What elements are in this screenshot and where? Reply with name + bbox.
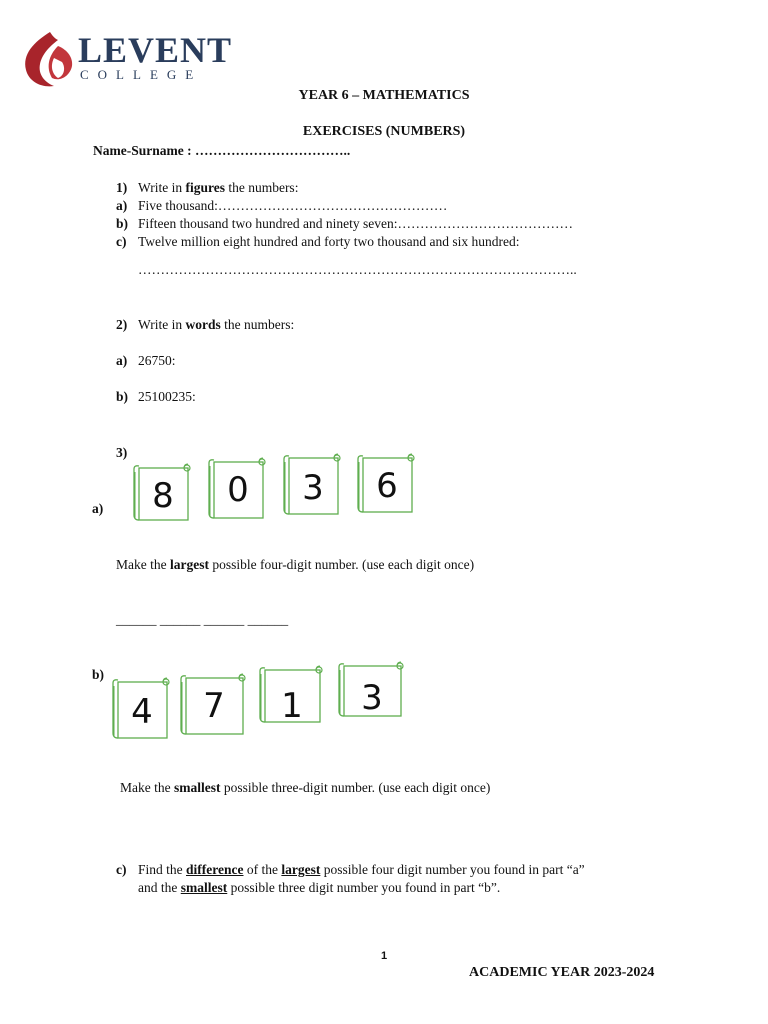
- q3c-line2: [138, 880, 500, 896]
- q3a-instruction: [116, 557, 474, 573]
- q1a-text: Five thousand:……………………………………………: [138, 198, 448, 213]
- q2a: [116, 353, 176, 369]
- academic-year: ACADEMIC YEAR 2023-2024: [469, 965, 655, 980]
- q1c-text: Twelve million eight hundred and forty two thousand and six hundred:: [138, 234, 520, 249]
- q3b-letter: b): [92, 667, 105, 682]
- logo-wordmark: LEVENT: [78, 30, 233, 70]
- q3b-digit-4: 3: [361, 678, 383, 718]
- name-label: Name-Surname :: [93, 143, 192, 158]
- q3b-digit-3: 1: [281, 686, 303, 726]
- q2-number: 2): [116, 317, 128, 332]
- q3a-card-2: [207, 456, 269, 526]
- q3a-digit-4: 6: [376, 466, 398, 506]
- q3a-instr-pre: Make the: [116, 557, 170, 572]
- q3c-line1: [116, 862, 585, 878]
- q3b-digit-2: 7: [203, 686, 225, 726]
- q3c-line1-pre: Find the: [138, 862, 187, 877]
- q1-intro: [116, 180, 298, 196]
- q1c-letter: c): [116, 234, 127, 249]
- q3c-difference-word: difference: [186, 862, 244, 877]
- logo-subtitle: COLLEGE: [80, 67, 203, 82]
- q3a-digit-3: 3: [302, 468, 324, 508]
- q1b: [116, 216, 573, 232]
- q3a-digit-1: 8: [152, 476, 174, 516]
- q3a-digit-2: 0: [227, 470, 249, 510]
- q3c-line2-pre: and the: [138, 880, 181, 895]
- q3a-card-3: [282, 452, 344, 522]
- page-title: YEAR 6 – MATHEMATICS: [298, 88, 470, 103]
- name-surname-field: [93, 143, 350, 159]
- q1-intro-pre: Write in: [138, 180, 186, 195]
- name-dots: ……………………………..: [194, 143, 351, 158]
- q1c: [116, 234, 520, 250]
- q3a-card-1: [132, 462, 194, 528]
- q3b-card-1: [111, 676, 173, 746]
- q3-number: 3): [116, 445, 128, 460]
- q2b-text: 25100235:: [138, 389, 196, 404]
- q3c-largest-word: largest: [281, 862, 321, 877]
- q3a-instr-post: possible four-digit number. (use each digit once): [208, 557, 475, 572]
- q1a-letter: a): [116, 198, 128, 213]
- q3c-line1-post: possible four digit number you found in part “a”: [320, 862, 585, 877]
- q3c-letter: c): [116, 862, 127, 877]
- q1b-text: Fifteen thousand two hundred and ninety seven:…………………………………: [138, 216, 573, 231]
- q3a-instr-bold: largest: [169, 557, 209, 572]
- q3b-instr-pre: Make the: [120, 780, 174, 795]
- q2-intro-post: the numbers:: [220, 317, 295, 332]
- q1b-letter: b): [116, 216, 129, 231]
- q1a: [116, 198, 447, 214]
- q1-intro-bold: figures: [185, 180, 225, 195]
- q2-intro-pre: Write in: [138, 317, 186, 332]
- q3c-line1-mid: of the: [243, 862, 282, 877]
- q3b-card-2: [179, 672, 249, 742]
- q3a-letter: a): [92, 501, 104, 516]
- q3b-digit-1: 4: [131, 692, 153, 732]
- flame-logo-icon: [20, 28, 80, 90]
- q1-number: 1): [116, 180, 128, 195]
- q3b-card-3: [258, 664, 326, 730]
- q2b: [116, 389, 196, 405]
- q3a-answer-blanks: ______ ______ ______ ______: [116, 612, 289, 627]
- page-subtitle: EXERCISES (NUMBERS): [302, 124, 466, 139]
- page-number: 1: [380, 950, 388, 962]
- q1-intro-post: the numbers:: [224, 180, 299, 195]
- q3b-card-4: [337, 660, 407, 724]
- q3c-smallest-word: smallest: [180, 880, 228, 895]
- q1c-answer-dots: ……………………………………………………………………………………..: [138, 262, 577, 277]
- q2-intro: [116, 317, 294, 333]
- q2a-letter: a): [116, 353, 128, 368]
- q2-intro-bold: words: [185, 317, 221, 332]
- q3a-card-4: [356, 452, 418, 520]
- q2a-text: 26750:: [138, 353, 176, 368]
- q3c-line2-post: possible three digit number you found in part “b”.: [227, 880, 501, 895]
- q3b-instr-bold: smallest: [173, 780, 221, 795]
- q3b-instruction: [120, 780, 490, 796]
- q2b-letter: b): [116, 389, 129, 404]
- q3b-instr-post: possible three-digit number. (use each digit once): [220, 780, 491, 795]
